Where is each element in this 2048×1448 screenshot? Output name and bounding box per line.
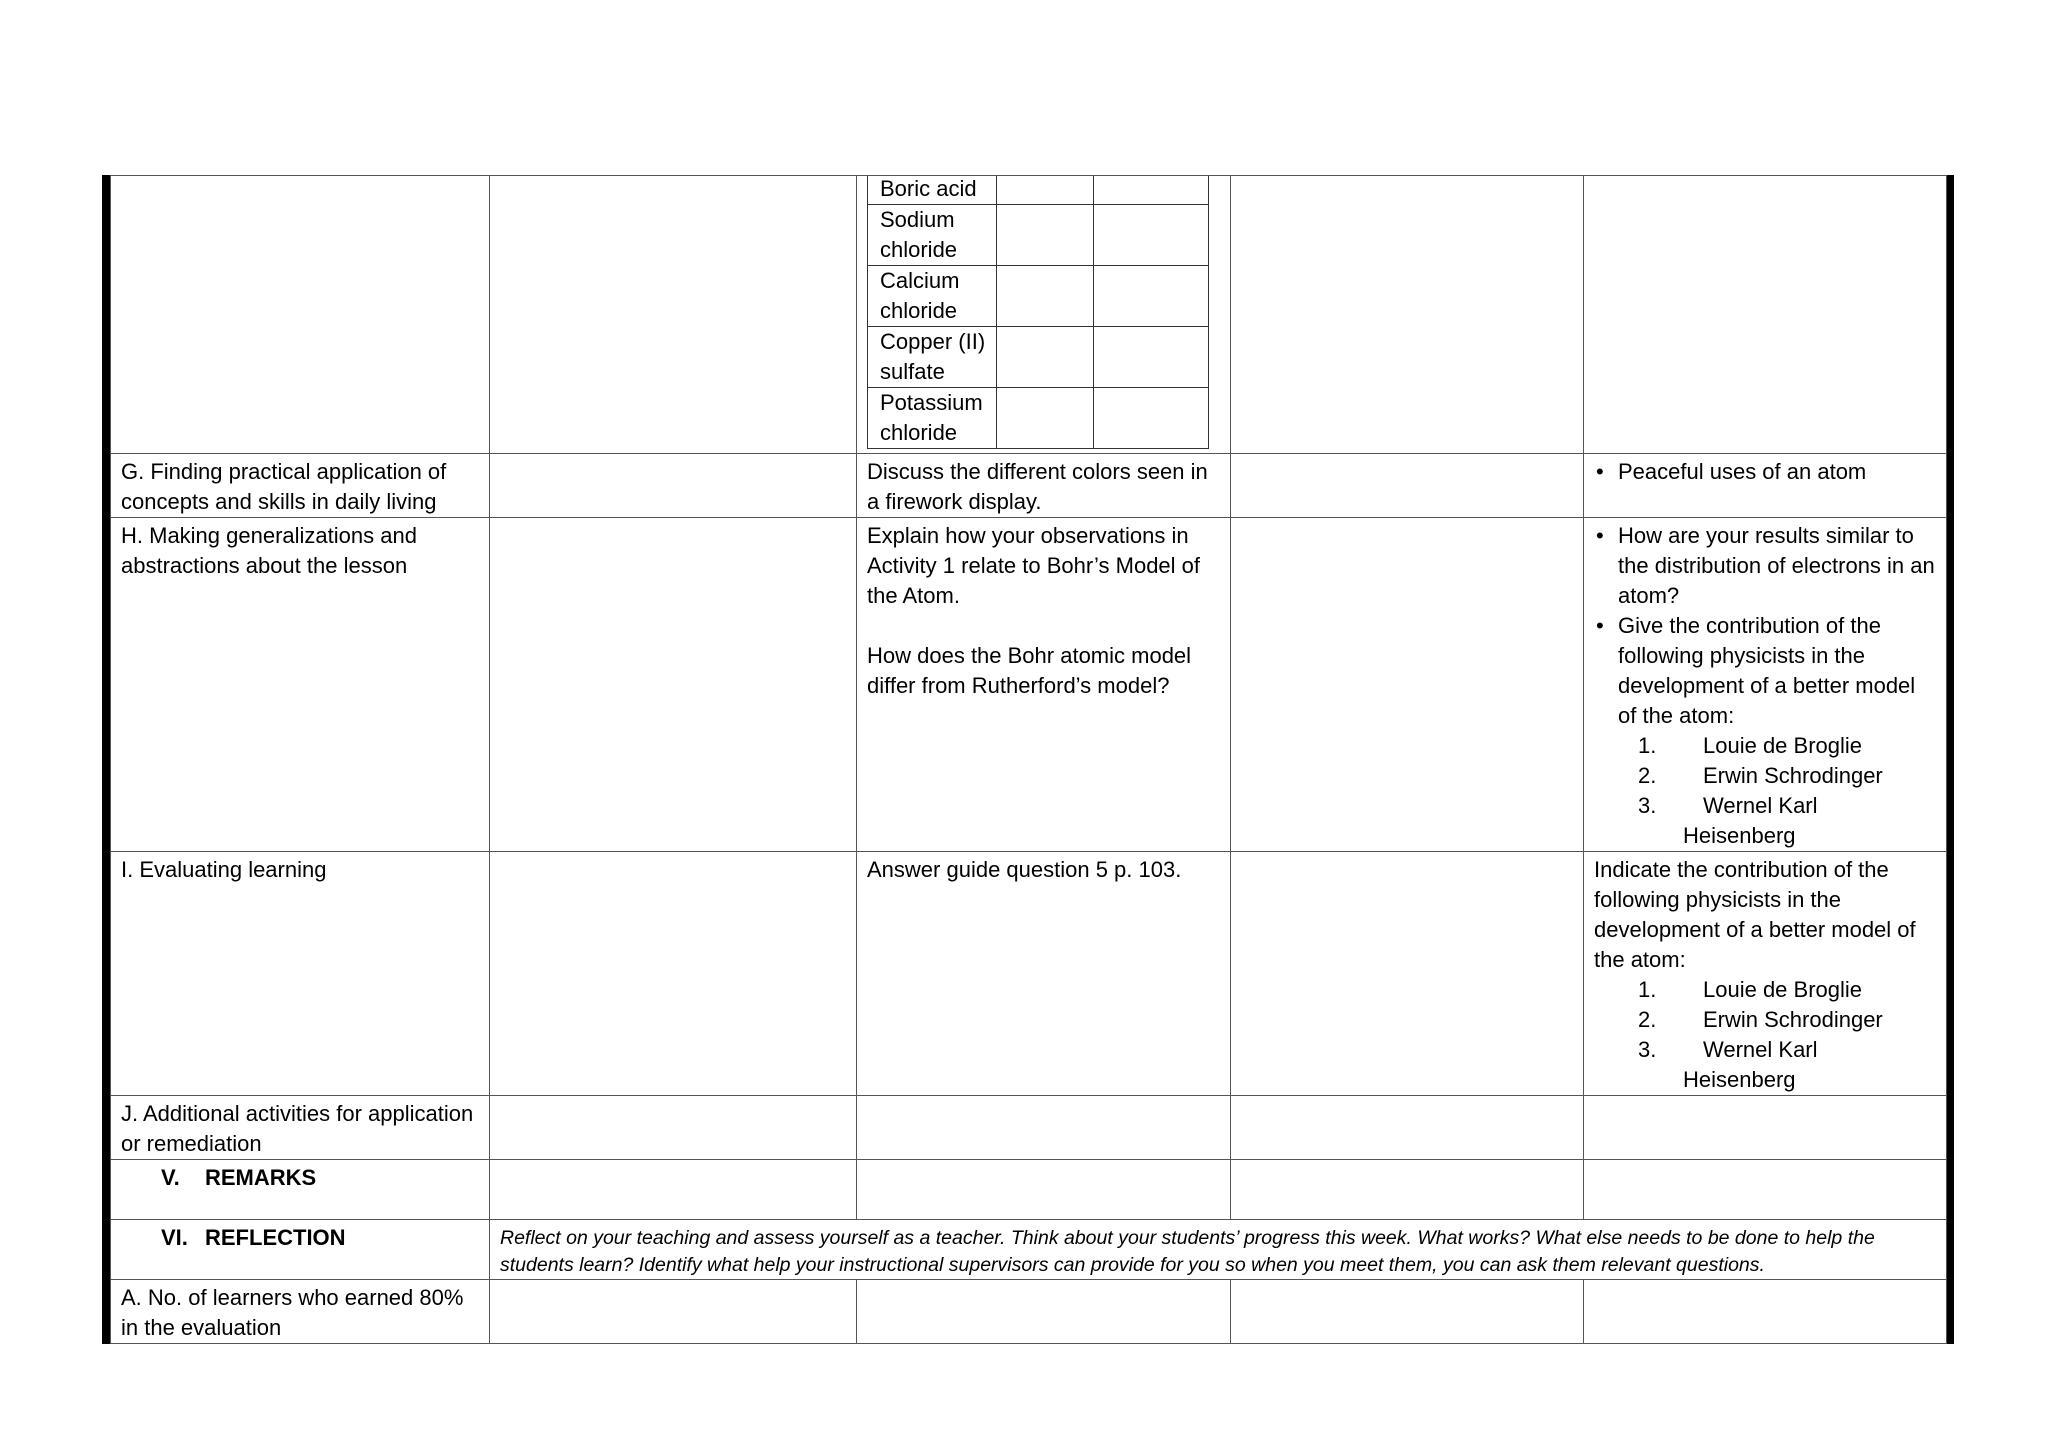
table-row-remarks <box>111 1160 1947 1220</box>
table-row <box>868 266 1209 327</box>
row-label: J. Additional activities for application or remediation <box>111 1096 490 1160</box>
cell-empty <box>1584 1280 1947 1344</box>
bullet-list <box>1594 457 1936 487</box>
section-heading-remarks: V. REMARKS <box>111 1160 490 1220</box>
numbered-list <box>1618 731 1936 851</box>
cell-empty <box>1584 176 1947 454</box>
cell-empty <box>490 454 857 518</box>
list-item: 2. Erwin Schrodinger <box>1638 763 1883 788</box>
daily-lesson-log-table <box>110 175 1947 1344</box>
list-item: 3. Wernel Karl Heisenberg <box>1638 1037 1818 1092</box>
cell-empty <box>1231 852 1584 1096</box>
substance-name: Potassium chloride <box>868 388 997 449</box>
cell-inner-table-container <box>857 176 1231 454</box>
table-row <box>868 388 1209 449</box>
row-label: I. Evaluating learning <box>111 852 490 1096</box>
table-row-h <box>111 518 1947 852</box>
list-item: 3. Wernel Karl Heisenberg <box>1638 793 1818 848</box>
activity-data-table <box>867 176 1209 450</box>
substance-name: Sodium chloride <box>868 205 997 266</box>
section-heading-reflection: VI. REFLECTION <box>111 1220 490 1280</box>
paragraph: Explain how your observations in Activity 1 relate to Bohr’s Model of the Atom. <box>867 523 1201 608</box>
right-border-bar <box>1946 175 1954 1344</box>
cell-empty <box>1584 1096 1947 1160</box>
cell-empty <box>857 1280 1231 1344</box>
cell-text <box>1584 852 1947 1096</box>
table-row-reflection <box>111 1220 1947 1280</box>
cell-bullets <box>1584 454 1947 518</box>
substance-name: Copper (II) sulfate <box>868 327 997 388</box>
table-row <box>868 176 1209 205</box>
cell-empty <box>857 1096 1231 1160</box>
list-item: • Peaceful uses of an atom <box>1618 457 1936 487</box>
row-label: G. Finding practical application of concepts and skills in daily living <box>111 454 490 518</box>
cell-empty <box>490 176 857 454</box>
table-row <box>868 205 1209 266</box>
reflection-instructions: Reflect on your teaching and assess yourself as a teacher. Think about your students’ progress this week. What works? What else needs to be done to help the students learn? Identify what help your instructional supervisors can provide for you so when you meet them, you can ask them relevant questions. <box>490 1220 1947 1280</box>
substance-name: Boric acid <box>868 176 997 205</box>
cell-empty <box>1231 454 1584 518</box>
cell-text: Answer guide question 5 p. 103. <box>857 852 1231 1096</box>
numbered-list <box>1594 975 1936 1095</box>
cell-empty <box>490 1096 857 1160</box>
cell-empty <box>1231 1280 1584 1344</box>
cell-empty <box>490 852 857 1096</box>
table-row-i <box>111 852 1947 1096</box>
table-row-g <box>111 454 1947 518</box>
cell-empty <box>1584 1160 1947 1220</box>
left-border-bar <box>102 175 110 1344</box>
table-row-a <box>111 1280 1947 1344</box>
cell-text <box>857 518 1231 852</box>
cell-empty <box>490 1160 857 1220</box>
row-label: H. Making generalizations and abstractions about the lesson <box>111 518 490 852</box>
row-label: A. No. of learners who earned 80% in the evaluation <box>111 1280 490 1344</box>
paragraph: How does the Bohr atomic model differ from Rutherford’s model? <box>867 643 1192 698</box>
list-item: • How are your results similar to the distribution of electrons in an atom? <box>1618 521 1936 611</box>
cell-empty <box>1231 518 1584 852</box>
cell-bullets <box>1584 518 1947 852</box>
cell-empty <box>1231 176 1584 454</box>
list-item: 1. Louie de Broglie <box>1638 977 1863 1002</box>
list-item: • Give the contribution of the following physicists in the development of a better model of the atom: 1. Louie de Broglie 2. Erwin Schrodinger 3. Wernel Karl Heisenberg <box>1618 611 1936 851</box>
list-item: 2. Erwin Schrodinger <box>1638 1007 1883 1032</box>
cell-empty <box>1231 1096 1584 1160</box>
cell-empty <box>490 518 857 852</box>
table-row-continuation <box>111 176 1947 454</box>
bullet-list <box>1594 521 1936 851</box>
table-row <box>868 327 1209 388</box>
cell-empty <box>111 176 490 454</box>
cell-empty <box>490 1280 857 1344</box>
cell-empty <box>857 1160 1231 1220</box>
cell-text: Discuss the different colors seen in a firework display. <box>857 454 1231 518</box>
substance-name: Calcium chloride <box>868 266 997 327</box>
table-row-j <box>111 1096 1947 1160</box>
cell-empty <box>1231 1160 1584 1220</box>
paragraph: Indicate the contribution of the following physicists in the development of a better model of the atom: <box>1594 857 1916 972</box>
list-item: 1. Louie de Broglie <box>1638 733 1863 758</box>
